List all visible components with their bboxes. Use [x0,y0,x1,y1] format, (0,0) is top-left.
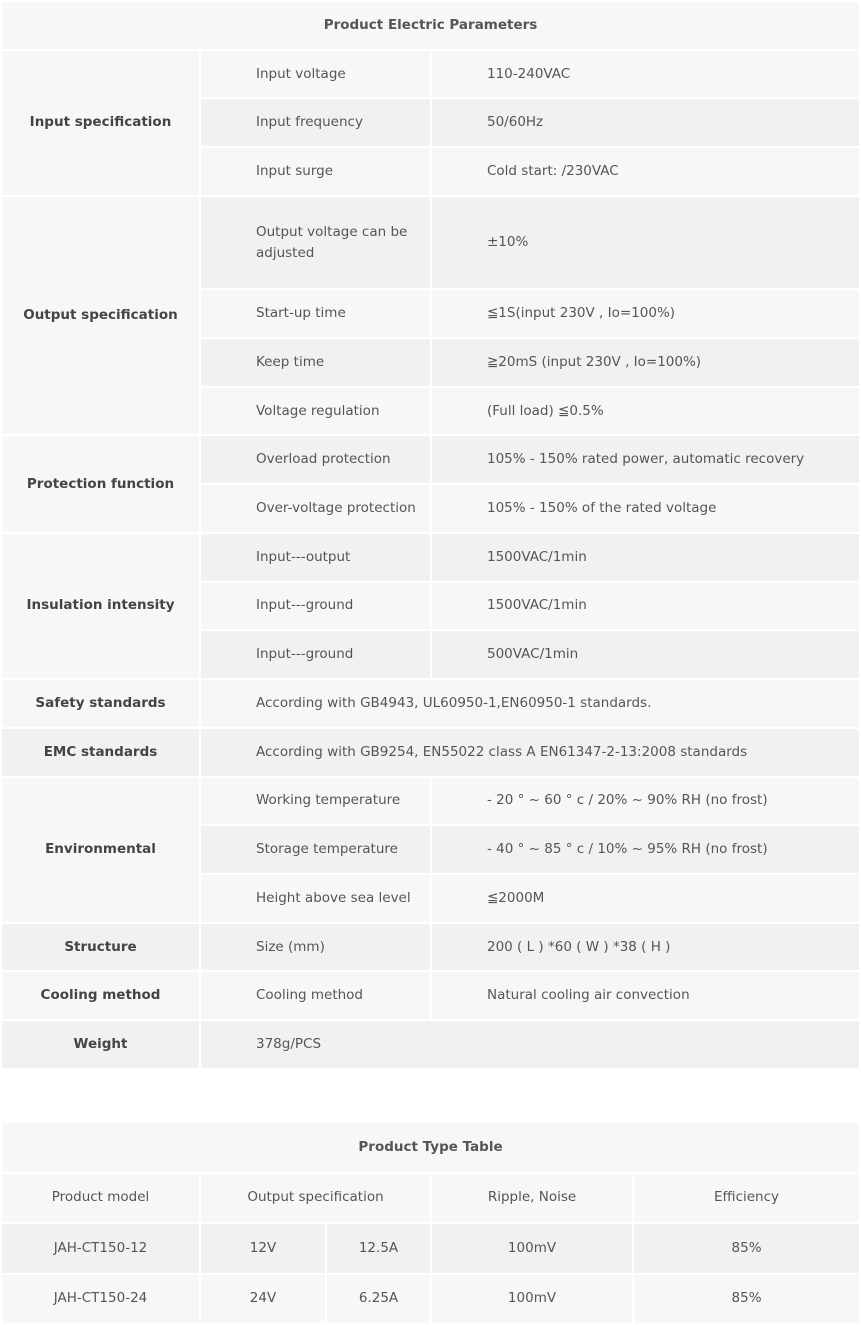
product-type-table [0,1121,861,1325]
table-row [1,1223,860,1274]
param-value: Cold start: /230VAC [431,147,860,196]
param-name: Over-voltage protection [200,484,431,533]
param-name: Storage temperature [200,825,431,874]
category-protection-function: Protection function [1,435,200,532]
param-value: 200 ( L ) *60 ( W ) *38 ( H ) [431,923,860,972]
category-emc-standards: EMC standards [1,728,200,777]
param-value: 1500VAC/1min [431,533,860,582]
section-gap [0,1070,861,1121]
param-value: 1500VAC/1min [431,582,860,631]
ripple-cell: 100mV [431,1223,633,1274]
param-name: Input---ground [200,582,431,631]
param-value: 105% - 150% of the rated voltage [431,484,860,533]
current-cell: 12.5A [326,1223,431,1274]
product-model-cell: JAH-CT150-24 [1,1274,200,1325]
param-name: Input voltage [200,50,431,99]
param-value: 500VAC/1min [431,630,860,679]
param-value: ≦1S(input 230V , Io=100%) [431,289,860,338]
param-name: Input surge [200,147,431,196]
ripple-cell: 100mV [431,1274,633,1325]
category-weight: Weight [1,1020,200,1069]
category-output-specification: Output specification [1,196,200,435]
param-value: - 20 ° ~ 60 ° c / 20% ~ 90% RH (no frost) [431,777,860,826]
param-value: - 40 ° ~ 85 ° c / 10% ~ 95% RH (no frost) [431,825,860,874]
current-cell: 6.25A [326,1274,431,1325]
param-value: 105% - 150% rated power, automatic recovery [431,435,860,484]
param-name: Keep time [200,338,431,387]
product-model-cell: JAH-CT150-12 [1,1223,200,1274]
param-name: Output voltage can be adjusted [200,196,431,289]
efficiency-cell: 85% [633,1274,860,1325]
header-product-model: Product model [1,1173,200,1224]
param-name: Input frequency [200,98,431,147]
category-safety-standards: Safety standards [1,679,200,728]
param-value: ≧20mS (input 230V , Io=100%) [431,338,860,387]
voltage-cell: 24V [200,1274,326,1325]
param-value: 378g/PCS [200,1020,860,1069]
param-name: Voltage regulation [200,387,431,436]
param-value: ±10% [431,196,860,289]
category-structure: Structure [1,923,200,972]
table-row [1,1274,860,1325]
param-name: Start-up time [200,289,431,338]
param-name: Cooling method [200,971,431,1020]
header-efficiency: Efficiency [633,1173,860,1224]
param-name: Working temperature [200,777,431,826]
category-insulation-intensity: Insulation intensity [1,533,200,679]
param-name: Overload protection [200,435,431,484]
category-environmental: Environmental [1,777,200,923]
category-cooling-method: Cooling method [1,971,200,1020]
param-value: (Full load) ≦0.5% [431,387,860,436]
header-ripple-noise: Ripple, Noise [431,1173,633,1224]
param-value: According with GB9254, EN55022 class A EN61347-2-13:2008 standards [200,728,860,777]
category-input-specification: Input specification [1,50,200,196]
efficiency-cell: 85% [633,1223,860,1274]
param-value: 110-240VAC [431,50,860,99]
voltage-cell: 12V [200,1223,326,1274]
param-name: Input---ground [200,630,431,679]
table-title: Product Electric Parameters [1,1,860,50]
param-name: Size (mm) [200,923,431,972]
param-value: Natural cooling air convection [431,971,860,1020]
table-title: Product Type Table [1,1122,860,1173]
param-value: 50/60Hz [431,98,860,147]
param-value: ≦2000M [431,874,860,923]
param-value: According with GB4943, UL60950-1,EN60950-1 standards. [200,679,860,728]
param-name: Input---output [200,533,431,582]
param-name: Height above sea level [200,874,431,923]
header-output-specification: Output specification [200,1173,431,1224]
